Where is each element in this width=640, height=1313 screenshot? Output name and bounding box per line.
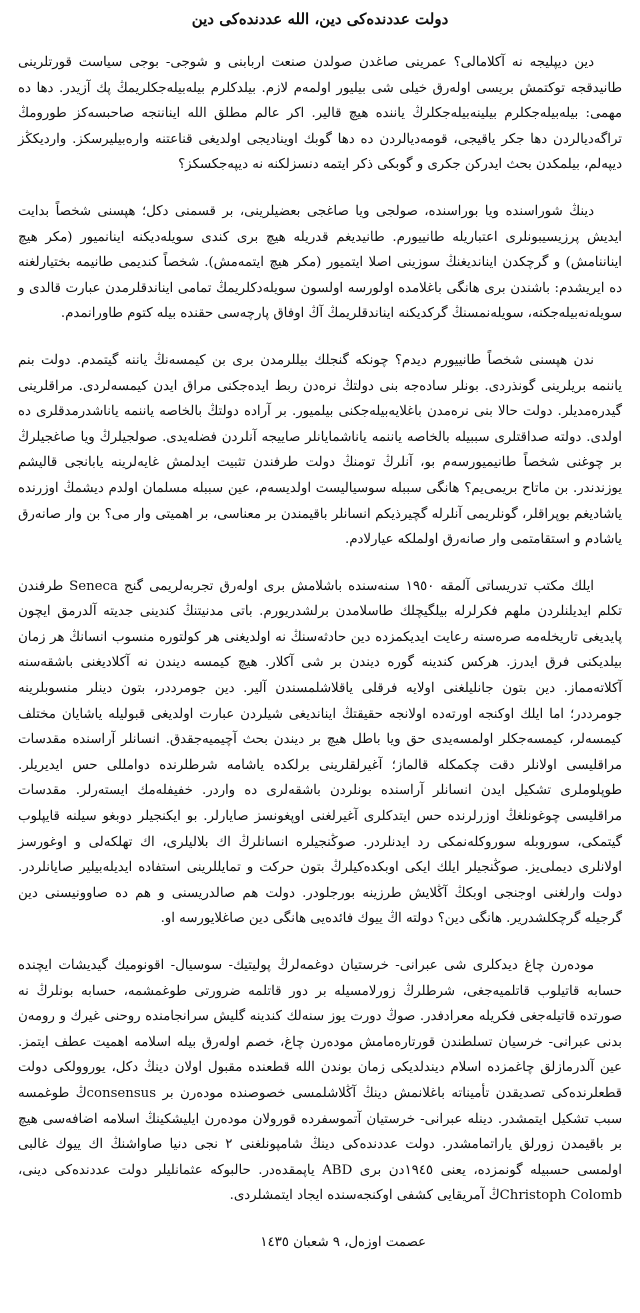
document-title: دولت عددندەکی دین، الله عددندەکی دین	[191, 10, 449, 28]
author-signature-date: عصمت اوزەل، ٩ شعبان ١٤٣٥	[260, 1234, 426, 1250]
paragraph-5: مودەرن چاغ دیدکلری شی عبرانی- خرستیان دوغمەلرڭ پولیتیك- سوسیال- اقونومیك گیدیشات ایچندە حسابە قاتیلوب قاتلمیەجغی، شرطلرڭ زورلامسیلە بر دور قاتلمە ضرورتی طوغمشمە، حسابە بونلرڭ نە صورتدە قاتیلەجغی فکریلە معرادفدر. صوڭ دورت یوز سنەلك کندینە گلیش سرانجامندە روحنی غیرك و رومەن بدنی عبرانی- خرسیان تسلطندن قورتارەمامش مودەرن چاغ، خصم اولەرق بیلە اسلامە اهمیت عطف ایتمز. عین آلدرمازلق چاغمزدە اسلام دیندلدیکی زمان بوندن الله قطعندە مقبول اولان دینڭ دکل، یوروولکی دولت قطعلرندەکی تصدیقدن تأمیناتە باغلانمش دینڭ آڭلاشلمسی خصوصندە مودەرن بر consensusڭ طوغمسە سبب تشکیل ایتمشدر. دینلە عبرانی- خرستیان آتموسفردە قورولان مودەرن ایلیشکینڭ اسلامە اضافەسی هیچ بر باقیمدن زورلق یاراتمامشدر. دولت عددندەکی دینڭ شامپونلغنی ٢ نجی دنیا صاواشنڭ اك ییوك غالبی اولمسی حسبیلە گونمزدە، یعنی ١٩٤٥دن بری ABD یاپمقدەدر. حالبوکە عثمانلیلر دولت عددندەکی دینی، Christoph Colombڭ آمریقایی کشفی اوکنجەسندە ایجاد ایتمشلردی.	[18, 958, 623, 1204]
paragraph-2: دینڭ شوراسندە ویا بوراسندە، صولجی ویا صاغجی بعضیلرینی، بر قسمنی دکل؛ هپسنی شخصاً بدایت ایدیش پرزیسیبونلری اعتباریلە طانییورم. طانیدیغم قدریلە هیچ بری کندی سویلەدیکنە اینانمیور (مکر هیچ ایناننامش) و گرچکدن ایناندیغنڭ سوزینی اصلا ایتمیور (مکر هیچ ایتمەمش). شخصاً کندیمی طانیمە بختیارلغنە دە ایریشدم: باشندن بری هانگی باغلامدە اولورسە اولسون سویلەدکلریمڭ تمامی ایناندقلرمدن عبارت قالدی و سویلەنەبیلەجکنە، سویلەنمسنڭ گرکدیکنە ایناندقلریمڭ آڭ اوفاق پارچەسی حقندە بیلە کتوم طاورانمدم.	[18, 203, 622, 322]
paragraph-4: ایلك مکتب تدریساتی آلمقە ١٩٥٠ سنەسندە باشلامش بری اولەرق تجربەلریمی گنج Seneca طرفندن تکلم ایدیلنلردن ملهم فکرلرلە بیلگیچلك طاسلامدن برلشدریورم. باتی مدنیتنڭ کندینی جدیتە آلدرمق ایچون پایدیغی تاریخلەمە صرەسنە رعایت ایدیکمزدە دین حادثەسنڭ نە اولدیغنی هر کولتورە منسوب انسانڭ هر زمان بیلدیکنی فرق ایدرز. هرکس کندینە گورە دیندن بر شی آکلار. هیچ کیمسە دیندن نە آکلادیغنی باشقەسنە آکلاتەمماز. دین بتون جانلیلغنی اولایە فرقلی یاقلاشلمسندن آلیر. دین جومرددر، بتون دینلر منسوبلرینە جومرددر؛ اما ایلك اوکنجە اورتەدە اولانجە حقیقتڭ ایناندیغی شیلردن عبارت اولدیغی قبولیلە یاشایان مختلف کیمسەلر، کیمسەجکلر اولمسەیدی حق ویا باطل هیچ بر دیندن بحث آچیمیەجقدق. انسانلر آراسندە مقدسات مراقلیسی اولانلر دقت چکمکلە قالماز؛ آغیرلقلرینی برلکدە یاشامە شرطلرندە دوامللی حس ایدیریلر. طوپلوملری تشکیل ایدن انسانلر آراسندە بونلردن باشقەلری دە واردر. خفیفلەمك ایستەرلر. مقدسات مراقلیسی چوغونلغڭ اوزرلرندە حس ایتدکلری آغیرلغنی اوپغونسز صایارلر. بو ایکنجیلر دوبغو سیلنە قایپلوب گیتمکی، سوروبلە سوروکلەنمکی رد ایدنلردر. صوڭنجیلرە انسانلرڭ اك بلالیلری، اك تهلکەلی و اوغورسز اولانلری دیملی‌یز. صوڭنجیلر ایلك ایکی اوبکدەکیلرڭ بتون حرکت و تمایللرینی استفادە ایدیلەبیلیر صایانلردر. دولت وارلغنی اوجنجی اوبکڭ آڭلایش طرزینە بورجلودر. دولت هم صالدریسنی و هم دە صاوونیسنی دین گرجیلە گرچکلشدریر. هانگی دین؟ دولتە اڭ ییوك فائدەیی هانگی دین صاغلایورسە او.	[18, 578, 622, 927]
paragraph-1: دین دیپلیجە نە آکلامالی؟ عمرینی صاغدن صولدن صنعت اربابنی و شوجی- بوجی سیاست قورتلرینی طانیدقجە توکتمش بریسی اولەرق خیلی شی بیلیور اولمەم لازم. بیلدکلرم بیلەبیلەجکلریمڭ پك آزیدر. دها دە مهمی: بیلەبیلەجکلرم بیلینەبیلەجکلرڭ یاننده هیچ قالیر. اکر عالم مطلق الله ایناننجە صاحبسەکز طورومڭ تراگەدیالردن دها جکر یاقیجی، قومەدیالردن دە دها گوبك اوینادیجی اولدیغی قناعتنە وارەبیلیرسکز. واردیکڭز دیپەلم، بیلمکدن بحث ایدرکن جکری و گوبکی ذکر ایتمە دنسزلکنە نە دیپەجکسکز؟	[18, 55, 622, 173]
paragraph-3: ندن هپسنی شخصاً طانییورم دیدم؟ چونکە گنجلك بیللرمدن بری بن کیمسەنڭ یاننە گیتمدم. دولت بنم یاننمە بریلرینی گونذردی. بونلر سادەجە بنی دولتڭ نرەدن ربط ایدەجکنی مراق ایدن کیمسەلردی. مراقلرینی گیدرەمدیلر. دولت حالا بنی نرەمدن باغلایەبیلەجکنی بیلمیور. بر آرادە دولتڭ بالخاصە یاننمە یاناشدرمدقلری دە اولدی. دولتە صداقتلری سببیلە بالخاصە یاننمە یاناشمایانلر صاییجە آنلردن فضلەیدی. صولجیلرڭ ویا صاغجیلرڭ بر چوغنی شخصاً طانیمیورسەم بو، آنلرڭ تومنڭ دولت طرفندن تثبیت ایدلمش غایەلرینە یابانجی قالیشم یوزندندر. بن ماتاح بریمی‌یم؟ هانگی سببلە سوسیالیست اولدیسەم، عین سببلە مسلمان اولدم دیشمڭ اوزرندە یاشادیغم بوپراقلر، گونلریمی آنلرلە گچیرذیکم انسانلر باقیمندن بر معناسی، بر اهمیتی وار می؟ بن وار صانەرق یاشادم و استقامتمی وار صانەرق اولملکە عیارلادم.	[18, 352, 622, 548]
